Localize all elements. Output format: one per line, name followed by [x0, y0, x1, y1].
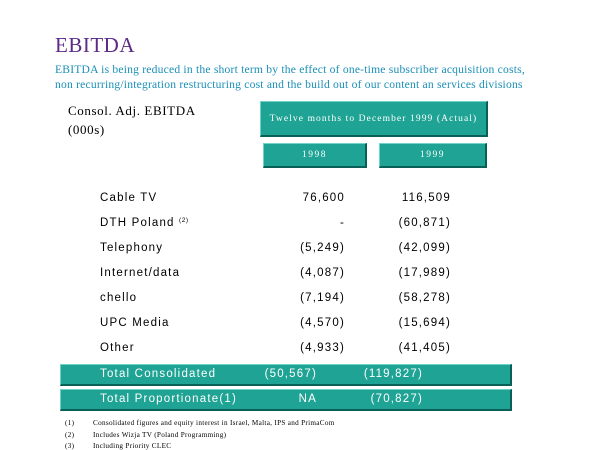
footnote-text: Includes Wizja TV (Poland Programming) — [93, 430, 227, 439]
page-title: EBITDA — [55, 33, 135, 57]
row-label: Cable TV — [100, 192, 158, 204]
row-value-1999: (42,099) — [398, 242, 451, 254]
table-heading — [68, 101, 196, 139]
footnote-text: Including Priority CLEC — [93, 442, 172, 450]
row-value-1999: (41,405) — [398, 342, 451, 354]
table-heading-line-1: Consol. Adj. EBITDA — [68, 103, 196, 118]
table-row-cable-tv — [0, 188, 600, 210]
total-value-1999: (119,827) — [363, 368, 423, 380]
subtitle — [55, 62, 595, 92]
row-label: UPC Media — [100, 317, 170, 329]
row-value-1999: 116,509 — [401, 192, 451, 204]
footnote-ref: (2) — [179, 217, 189, 224]
table-heading-line-2: (000s) — [68, 122, 105, 137]
row-value-1998: - — [339, 217, 345, 229]
row-value-1999: (17,989) — [398, 267, 451, 279]
total-proportionate-row — [60, 389, 512, 411]
total-label: Total Consolidated — [100, 368, 217, 380]
year-header-1999 — [379, 143, 487, 168]
row-value-1998: (4,933) — [300, 342, 345, 354]
total-label: Total Proportionate(1) — [100, 393, 237, 405]
table-row-internet-data — [0, 263, 600, 285]
footnote-number: (2) — [65, 430, 75, 439]
total-value-1999: (70,827) — [370, 393, 423, 405]
year-label-1999: 1999 — [420, 150, 445, 160]
table-row-chello — [0, 288, 600, 310]
table-row-dth-poland — [0, 213, 600, 235]
year-header-1998 — [263, 143, 367, 168]
subtitle-line-2: non recurring/integration restructuring cost and the build out of our content an services divisions — [55, 78, 523, 91]
footnote — [65, 418, 335, 430]
row-value-1999: (58,278) — [398, 292, 451, 304]
row-value-1998: 76,600 — [302, 192, 345, 204]
table-row-telephony — [0, 238, 600, 260]
subtitle-line-1: EBITDA is being reduced in the short term by the effect of one-time subscriber acquisition costs, — [55, 63, 525, 76]
total-consolidated-row — [60, 364, 512, 386]
footnote — [65, 430, 335, 442]
footnote-text: Consolidated figures and equity interest in Israel, Malta, IPS and PrimaCom — [93, 419, 335, 427]
footnote-number: (3) — [65, 442, 75, 450]
row-value-1998: (4,087) — [300, 267, 345, 279]
period-label: Twelve months to December 1999 (Actual) — [269, 113, 478, 124]
period-header — [260, 101, 488, 137]
footnote — [65, 441, 335, 450]
footnotes — [65, 418, 335, 450]
table-row-other — [0, 338, 600, 360]
total-value-1998: (50,567) — [264, 368, 317, 380]
row-value-1999: (15,694) — [398, 317, 451, 329]
row-label: chello — [100, 292, 138, 304]
row-value-1998: (4,570) — [300, 317, 345, 329]
footnote-number: (1) — [65, 419, 75, 427]
row-label: DTH Poland $^{(2)}$ — [100, 217, 189, 229]
year-label-1998: 1998 — [302, 150, 327, 160]
row-value-1999: (60,871) — [398, 217, 451, 229]
row-label: Internet/data — [100, 267, 181, 279]
total-value-1998: NA — [298, 393, 317, 405]
row-value-1998: (5,249) — [300, 242, 345, 254]
row-value-1998: (7,194) — [300, 292, 345, 304]
row-label: Telephony — [100, 242, 164, 254]
table-row-upc-media — [0, 313, 600, 335]
row-label: Other — [100, 342, 135, 354]
